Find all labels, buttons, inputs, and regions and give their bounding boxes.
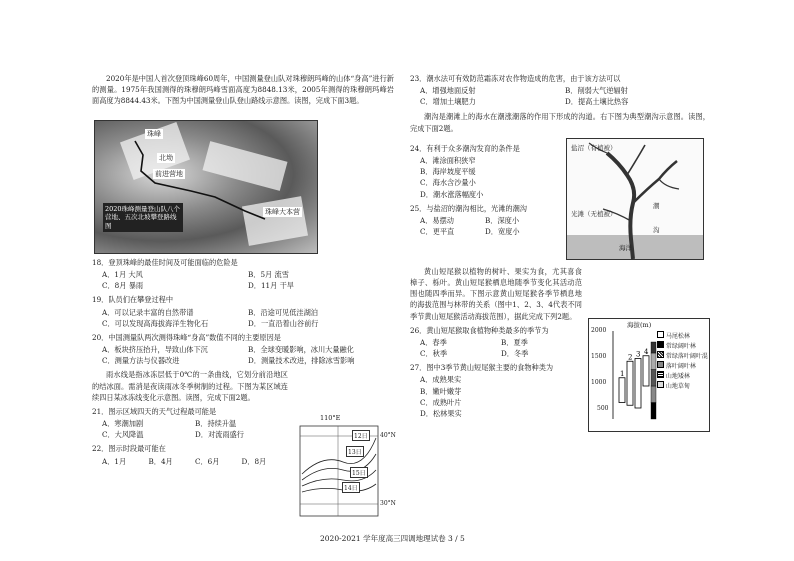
frost-line-chart	[298, 414, 396, 520]
route-path	[95, 121, 317, 253]
tidal-channel-svg	[567, 139, 703, 259]
option[interactable]: B．嫩叶嫩芽	[420, 386, 462, 396]
question-stem: 18．登顶珠峰的最佳时间及可能面临的危险是	[92, 258, 238, 267]
y-tick: 1500	[591, 353, 607, 360]
option[interactable]: A．滩涂面积狭窄	[420, 156, 476, 166]
question-stem: 23．潮水法可有效防范霜冻对农作物造成的危害，由于该方法可以	[410, 74, 621, 83]
intro-passage: 2020年是中国人首次登顶珠峰60周年，中国测量登山队对珠穆朗玛峰的山体“身高”进行新的测量。1975年我国测得的珠穆朗玛峰雪面高度为8848.13米，2005年测得的珠穆朗玛峰岩面高度为8844.43米。下图为中国测量登山队登山路线示意图。读图，完成下面3题。	[92, 74, 394, 106]
option[interactable]: D．11月 干旱	[248, 281, 294, 291]
option[interactable]: C．8月 暴雨	[102, 281, 144, 291]
season-label-4: 4	[644, 347, 649, 356]
option[interactable]: D．对流雨盛行	[195, 430, 244, 440]
legend-item: 常绿落叶阔叶混	[657, 351, 708, 361]
option[interactable]: B．海岸坡度平缓	[420, 167, 476, 177]
vegetation-band-3	[651, 370, 656, 387]
question-stem: 22．图示时段最可能在	[92, 444, 166, 454]
option[interactable]: A．寒潮加剧	[102, 419, 144, 429]
season-range-bar-4	[643, 356, 649, 386]
left-column	[92, 73, 394, 108]
option[interactable]: A．成熟果实	[420, 375, 462, 385]
y-tick: 1000	[591, 379, 607, 386]
option[interactable]: D．潮水涨落幅度小	[420, 189, 484, 199]
day-label-15: 15日	[350, 467, 368, 478]
question-stem: 26．黄山短尾猴取食植物种类最多的季节为	[410, 325, 549, 335]
frost-line-passage: 雨水线是指冰冻层低于0℃的一条曲线，它划分前沿地区的结冰面。需消是夜读雨冰冬季树制的过程。下图为某区域连续四日某冰冻线变化示意图。读图，完成下面2题。	[92, 370, 288, 402]
label-channel-2: 沟	[653, 226, 660, 234]
option[interactable]: D．冬季	[501, 349, 529, 359]
option[interactable]: C．海水含沙量小	[420, 178, 476, 188]
vegetation-band-1	[651, 403, 656, 420]
option[interactable]: A．可以记录丰富的自然带谱	[102, 307, 194, 317]
option[interactable]: D．8月	[241, 456, 267, 466]
question-27	[410, 362, 582, 419]
route-photo	[94, 120, 318, 254]
photo-label-peak: 珠峰	[147, 130, 161, 138]
photo-label-col: 北坳	[159, 154, 173, 162]
right-questions-24-25	[410, 143, 550, 237]
option[interactable]: C．大风降温	[102, 430, 144, 440]
question-21	[92, 406, 288, 440]
question-25	[410, 203, 550, 237]
y-tick: 2000	[591, 327, 607, 334]
option[interactable]: C．6月	[195, 456, 220, 466]
option[interactable]: D．测量技术改进，排除冰雪影响	[248, 356, 355, 366]
option[interactable]: B．深度小	[485, 215, 520, 225]
option[interactable]: B．5月 流雪	[248, 270, 289, 280]
season-range-bar-2	[627, 361, 633, 405]
question-24	[410, 143, 550, 200]
tidal-channel-passage: 潮沟是潮滩上的海水在潮涨潮落的作用下形成的沟道。右下图为典型潮沟示意图。读图，完成下面2题。	[410, 112, 710, 133]
question-stem: 19．队员们在攀登过程中	[92, 295, 174, 305]
option[interactable]: A．易摆动	[420, 215, 454, 225]
elevation-chart	[588, 318, 710, 432]
option[interactable]: A．1月	[102, 456, 127, 466]
option[interactable]: C．成熟叶片	[420, 397, 462, 407]
season-label-3: 3	[636, 350, 641, 359]
vegetation-band-5	[651, 342, 656, 353]
question-stem: 20．中国测量队两次测得珠峰“身高”数值不同的主要原因是	[92, 332, 281, 342]
lat-label-bottom: 30°N	[380, 500, 396, 507]
day-label-12: 12日	[352, 430, 370, 441]
legend-item: 落叶阔叶林	[657, 361, 708, 371]
y-tick: 500	[597, 405, 609, 412]
question-22	[92, 443, 288, 466]
option[interactable]: A．板块挤压抬升，导致山体下沉	[102, 345, 208, 355]
photo-caption: 2020珠峰测量登山队八个营地、五次北坡攀登路线图	[103, 203, 183, 232]
question-stem: 24．有利于众多潮沟发育的条件是	[410, 144, 520, 153]
day-label-13: 13日	[346, 446, 364, 457]
photo-label-basecamp: 珠峰大本营	[265, 208, 300, 216]
season-label-2: 2	[628, 353, 633, 362]
legend-item: 山地草甸	[657, 381, 708, 391]
season-range-bar-3	[635, 359, 641, 409]
frost-line-svg	[298, 424, 394, 524]
option[interactable]: D．宽度小	[485, 227, 520, 237]
question-stem: 27．图中3季节黄山短尾猴主要的食物种类为	[410, 363, 554, 373]
option[interactable]: C．可以发现高海拔海洋生物化石	[102, 318, 209, 328]
label-sea: 海洋	[619, 244, 632, 252]
option[interactable]: A．增强地面反射	[420, 86, 476, 96]
question-18	[92, 257, 394, 291]
option[interactable]: B．全球变暖影响，冰川大量融化	[248, 345, 354, 355]
season-range-bar-1	[619, 378, 625, 403]
option[interactable]: B．夏季	[501, 337, 528, 347]
question-23	[410, 73, 710, 107]
question-19	[92, 294, 394, 328]
option[interactable]: B．削弱大气逆辐射	[565, 86, 628, 96]
legend-item: 常绿阔叶林	[657, 341, 708, 351]
lat-label-top: 40°N	[380, 432, 396, 439]
option[interactable]: D．提高土壤比热容	[565, 97, 629, 107]
label-bare-flat: 光滩（无植被）	[571, 210, 617, 218]
option[interactable]: B．沿途可见低洼湖泊	[248, 307, 318, 317]
option[interactable]: D．一直沿着山谷前行	[248, 318, 319, 328]
option[interactable]: C．增加土壤肥力	[420, 97, 476, 107]
frost-line-day14	[302, 484, 376, 492]
photo-label-camp: 前进营地	[155, 170, 183, 178]
option[interactable]: C．测量方法与仪器改进	[102, 356, 180, 366]
legend-item: 马尾松林	[657, 331, 708, 341]
option[interactable]: A．1月 大风	[102, 270, 143, 280]
season-label-1: 1	[620, 369, 625, 378]
tidal-channel-diagram	[566, 138, 704, 260]
option[interactable]: B．4月	[148, 456, 173, 466]
option[interactable]: A．春季	[420, 337, 447, 347]
legend-item: 山地矮林	[657, 371, 708, 381]
vegetation-band-2	[651, 386, 656, 403]
option[interactable]: C．秋季	[420, 349, 448, 359]
question-stem: 21．图示区域四天的天气过程最可能是	[92, 406, 217, 416]
lon-label: 110°E	[320, 414, 341, 422]
chart-title: 海拔(m)	[627, 321, 652, 329]
page-footer: 2020-2021 学年度高三四调地理试卷 3 / 5	[320, 534, 465, 543]
label-salt-marsh: 盐沼（有植被）	[571, 144, 617, 152]
option[interactable]: D．松林果实	[420, 408, 462, 418]
day-label-14: 14日	[342, 482, 360, 493]
question-20	[92, 332, 394, 366]
label-channel-1: 潮	[653, 202, 660, 210]
question-stem: 25．与盐沼的潮沟相比，光滩的潮沟	[410, 203, 527, 213]
option[interactable]: C．更平直	[420, 227, 455, 237]
question-26	[410, 325, 582, 359]
option[interactable]: B．持续升温	[195, 419, 237, 429]
legend	[657, 331, 708, 391]
vegetation-band-4	[651, 353, 656, 370]
right-column	[410, 73, 710, 136]
monkey-passage: 黄山短尾猴以植物的树叶、果实为食，尤其喜食樟子、栎叶。黄山短尾猴栖息地随季节变化其活动范围也随四季而异。下图示意黄山短尾猴各季节栖息地的海拔范围与林带的关系（图中1、2、3、4代表不同季节黄山短尾猴活动海拔范围），据此完成下列2题。	[410, 267, 582, 321]
